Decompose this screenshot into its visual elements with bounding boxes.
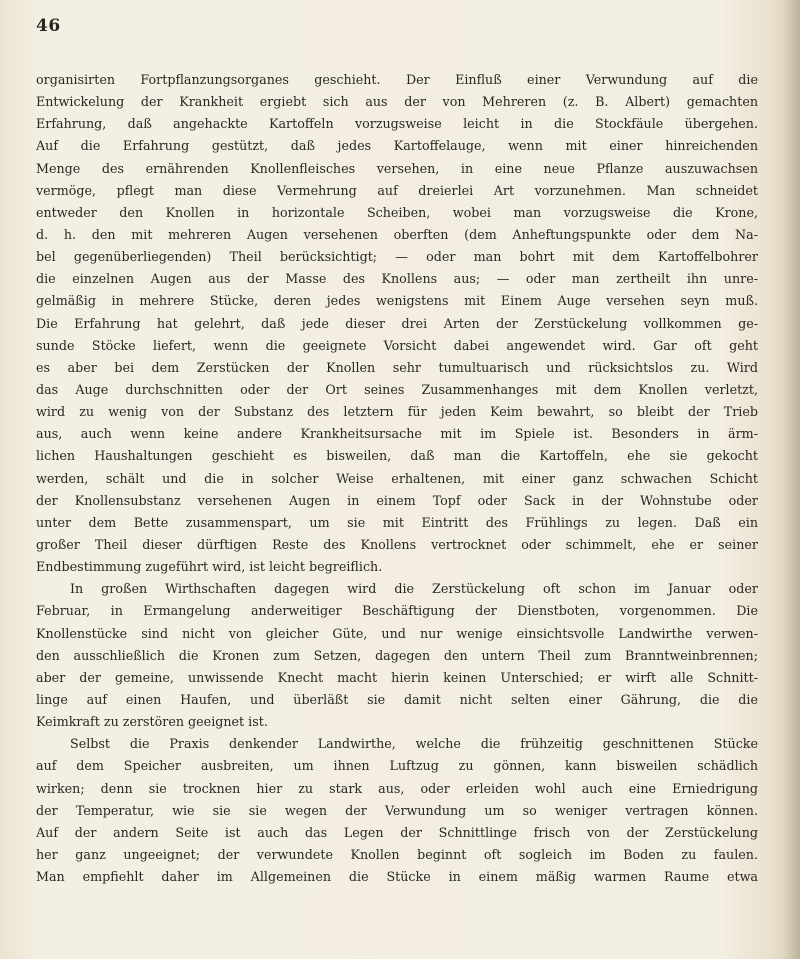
text-line: die einzelnen Augen aus der Masse des Knollens aus; — oder man zertheilt ihn unre- [36, 271, 758, 287]
text-line: Februar, in Ermangelung anderweitiger Beschäftigung der Dienstboten, vorgenommen. Die [36, 603, 758, 619]
text-line: entweder den Knollen in horizontale Scheiben, wobei man vorzugsweise die Krone, [36, 204, 758, 220]
text-line: bel gegenüberliegenden) Theil berücksichtigt; — oder man bohrt mit dem Kartoffelbohrer [36, 249, 758, 265]
text-line: unter dem Bette zusammenspart, um sie mit Eintritt des Frühlings zu legen. Daß ein [36, 514, 758, 530]
text-line: Keimkraft zu zerstören geeignet ist. [36, 714, 268, 730]
text-line: her ganz ungeeignet; der verwundete Knollen beginnt oft sogleich im Boden zu faulen. [36, 846, 758, 862]
page-number: 46 [36, 16, 61, 36]
text-line: das Auge durchschnitten oder der Ort seines Zusammenhanges mit dem Knollen verletzt, [36, 381, 758, 397]
text-line: Menge des ernährenden Knollenfleisches versehen, in eine neue Pflanze auszuwachsen [36, 160, 758, 176]
text-line: auf dem Speicher ausbreiten, um ihnen Luftzug zu gönnen, kann bisweilen schädlich [36, 758, 758, 774]
text-line: In großen Wirthschaften dagegen wird die Zerstückelung oft schon im Januar oder [70, 581, 758, 597]
text-line: aber der gemeine, unwissende Knecht macht hierin keinen Unterschied; er wirft alle Schnitt- [36, 669, 758, 685]
text-line: Auf der andern Seite ist auch das Legen der Schnittlinge frisch von der Zerstückelung [36, 824, 758, 840]
text-line: Auf die Erfahrung gestützt, daß jedes Kartoffelauge, wenn mit einer hinreichenden [36, 138, 758, 154]
text-line: d. h. den mit mehreren Augen versehenen oberften (dem Anheftungspunkte oder dem Na- [36, 226, 758, 242]
text-line: wirken; denn sie trocknen hier zu stark aus, oder erleiden wohl auch eine Erniedrigung [36, 780, 758, 796]
text-line: gelmäßig in mehrere Stücke, deren jedes wenigstens mit Einem Auge versehen seyn muß. [36, 293, 758, 309]
text-line: Man empfiehlt daher im Allgemeinen die Stücke in einem mäßig warmen Raume etwa [36, 869, 758, 885]
text-line: werden, schält und die in solcher Weise erhaltenen, mit einer ganz schwachen Schicht [36, 470, 758, 486]
text-line: sunde Stöcke liefert, wenn die geeignete Vorsicht dabei angewendet wird. Gar oft geht [36, 337, 758, 353]
text-line: Knollenstücke sind nicht von gleicher Güte, und nur wenige einsichtsvolle Landwirthe verwen- [36, 625, 758, 641]
text-line: wird zu wenig von der Substanz des letztern für jeden Keim bewahrt, so bleibt der Trieb [36, 404, 758, 420]
text-line: Selbst die Praxis denkender Landwirthe, welche die frühzeitig geschnittenen Stücke [70, 736, 758, 752]
text-line: aus, auch wenn keine andere Krankheitsursache mit im Spiele ist. Besonders in ärm- [36, 426, 758, 442]
text-line: lichen Haushaltungen geschieht es bisweilen, daß man die Kartoffeln, ehe sie gekocht [36, 448, 758, 464]
text-line: organisirten Fortpflanzungsorganes geschieht. Der Einfluß einer Verwundung auf die [36, 72, 758, 87]
text-line: Endbestimmung zugeführt wird, ist leicht begreiflich. [36, 559, 383, 575]
text-line: Die Erfahrung hat gelehrt, daß jede dieser drei Arten der Zerstückelung vollkommen ge- [36, 315, 758, 331]
text-line: Entwickelung der Krankheit ergiebt sich aus der von Mehreren (z. B. Albert) gemachten [36, 94, 758, 110]
text-line: vermöge, pflegt man diese Vermehrung auf dreierlei Art vorzunehmen. Man schneidet [36, 182, 758, 198]
text-line: der Temperatur, wie sie sie wegen der Verwundung um so weniger vertragen können. [36, 802, 758, 818]
text-line: großer Theil dieser dürftigen Reste des Knollens vertrocknet oder schimmelt, ehe er seiner [36, 536, 758, 552]
spine-shadow [782, 0, 800, 959]
text-line: den ausschließlich die Kronen zum Setzen, dagegen den untern Theil zum Branntweinbrennen; [36, 647, 758, 663]
text-line: linge auf einen Haufen, und überläßt sie damit nicht selten einer Gährung, die die [36, 691, 758, 707]
text-line: der Knollensubstanz versehenen Augen in einem Topf oder Sack in der Wohnstube oder [36, 492, 758, 508]
text-line: es aber bei dem Zerstücken der Knollen sehr tumultuarisch und rücksichtslos zu. Wird [36, 359, 758, 375]
text-line: Erfahrung, daß angehackte Kartoffeln vorzugsweise leicht in die Stockfäule übergehen. [36, 116, 758, 132]
body-text [36, 69, 758, 888]
